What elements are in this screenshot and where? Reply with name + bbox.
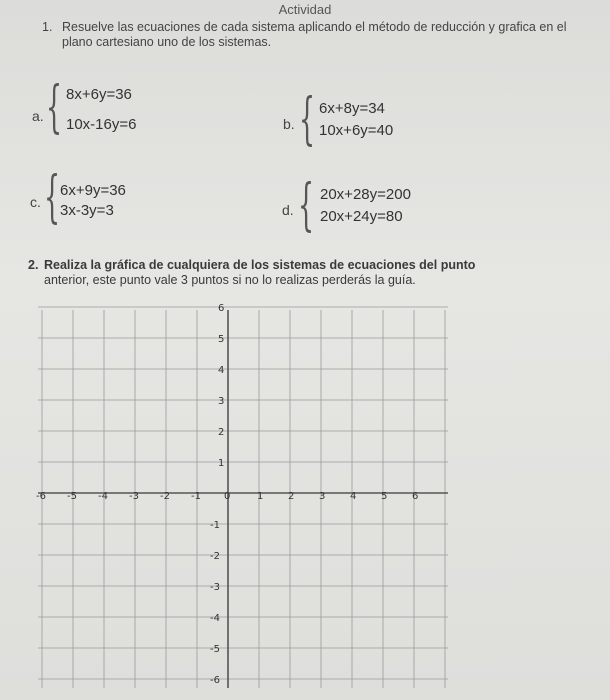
equation-2: 3x-3y=3 — [60, 202, 114, 219]
x-tick-label: -4 — [98, 491, 108, 502]
brace-icon: { — [44, 165, 61, 230]
x-tick-label: 2 — [288, 491, 295, 502]
x-tick-label: -5 — [67, 491, 77, 502]
brace-icon: { — [46, 75, 63, 140]
y-tick-label: 3 — [218, 396, 225, 407]
x-tick-label: -1 — [191, 491, 201, 502]
equation-2: 10x+6y=40 — [319, 122, 394, 139]
system-letter: b. — [283, 116, 295, 132]
x-tick-label: 1 — [257, 491, 264, 502]
page-title: Actividad — [278, 2, 332, 17]
equation-2: 10x-16y=6 — [66, 116, 137, 133]
y-tick-label: 1 — [218, 458, 225, 469]
y-tick-label: 5 — [218, 334, 225, 345]
y-tick-label: -4 — [210, 613, 220, 624]
y-tick-labels — [210, 303, 224, 686]
y-tick-label: 6 — [218, 303, 225, 314]
question-2-text-line-2: anterior, este punto vale 3 puntos si no lo realizas perderás la guía. — [44, 273, 416, 287]
x-tick-label: 5 — [381, 491, 388, 502]
question-2-number: 2. — [28, 258, 39, 272]
y-tick-label: -6 — [210, 675, 220, 686]
y-tick-label: -2 — [210, 551, 220, 562]
y-tick-label: -1 — [210, 520, 220, 531]
system-letter: c. — [30, 194, 41, 210]
y-tick-label: -3 — [210, 582, 220, 593]
y-tick-label: 4 — [218, 365, 225, 376]
brace-icon: { — [299, 87, 316, 152]
question-1-number: 1. — [42, 20, 53, 34]
equation-1: 6x+9y=36 — [60, 182, 126, 199]
brace-icon: { — [298, 173, 315, 238]
y-tick-label: -5 — [210, 644, 220, 655]
x-tick-label: 6 — [412, 491, 419, 502]
question-2-text-line-1: Realiza la gráfica de cualquiera de los sistemas de ecuaciones del punto — [44, 258, 476, 272]
x-tick-label: 4 — [350, 491, 357, 502]
question-1-text: Resuelve las ecuaciones de cada sistema aplicando el método de reducción y grafica en el plano cartesiano uno de los sistemas. — [62, 20, 567, 49]
equation-1: 8x+6y=36 — [66, 86, 132, 103]
x-tick-label: -6 — [36, 491, 46, 502]
x-tick-label: 0 — [224, 491, 231, 502]
system-letter: a. — [32, 108, 44, 124]
y-tick-label: 2 — [218, 427, 225, 438]
x-tick-label: -3 — [129, 491, 139, 502]
x-tick-label: -2 — [160, 491, 170, 502]
system-letter: d. — [282, 202, 294, 218]
equation-2: 20x+24y=80 — [320, 208, 403, 225]
equation-1: 20x+28y=200 — [320, 186, 411, 203]
x-tick-label: 3 — [319, 491, 326, 502]
equation-1: 6x+8y=34 — [319, 100, 385, 117]
